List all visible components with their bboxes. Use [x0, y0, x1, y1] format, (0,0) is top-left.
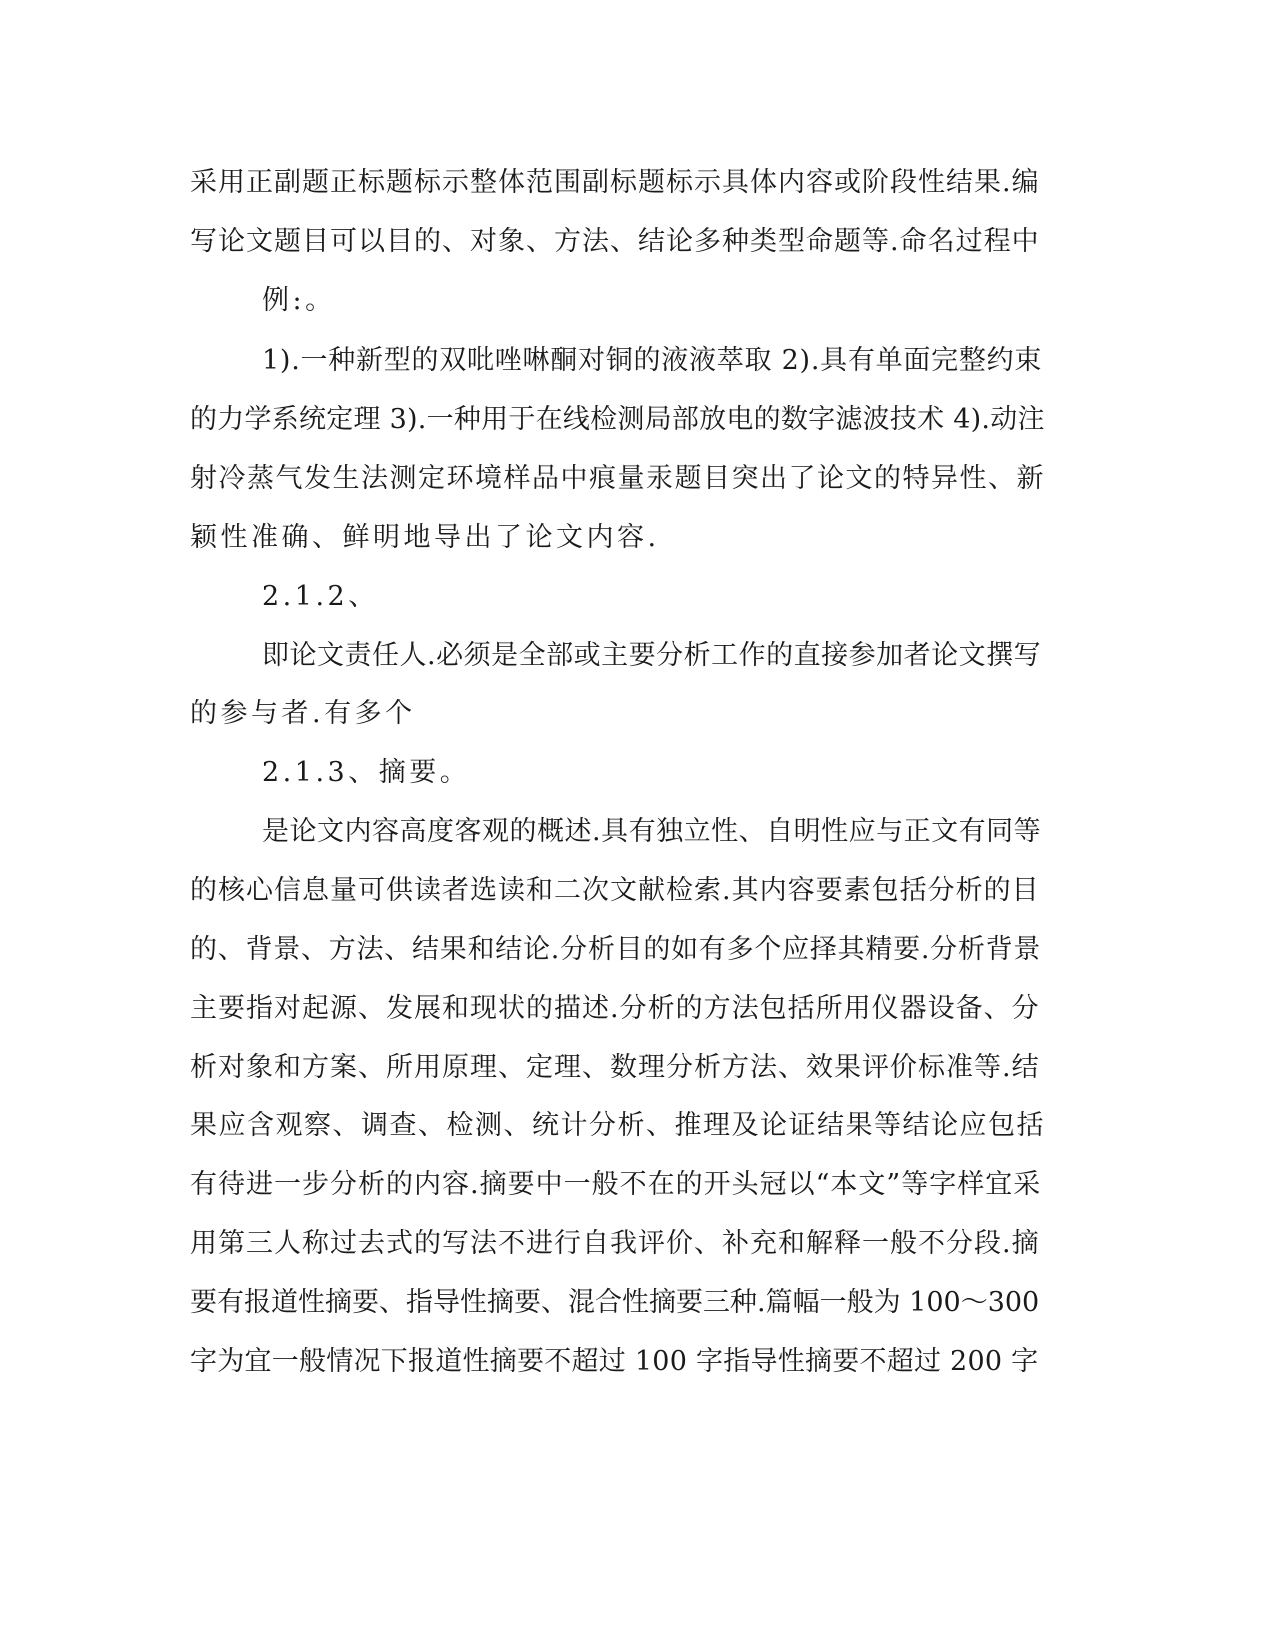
text-line: 果应含观察、调查、检测、统计分析、推理及论证结果等结论应包括: [190, 1110, 1045, 1141]
text-line: 的参与者.有多个: [190, 698, 416, 729]
text-line: 1).一种新型的双吡唑啉酮对铜的液液萃取 2).具有单面完整约束: [262, 345, 1043, 376]
text-line: 字为宜一般情况下报道性摘要不超过 100 字指导性摘要不超过 200 字: [190, 1346, 1039, 1377]
text-line: 采用正副题正标题标示整体范围副标题标示具体内容或阶段性结果.编: [190, 167, 1040, 198]
section-heading: 2.1.3、摘要。: [262, 757, 471, 788]
section-number: 2.1.2、: [262, 581, 379, 612]
text-line: 例:。: [262, 285, 336, 316]
text-line: 的力学系统定理 3).一种用于在线检测局部放电的数字滤波技术 4).动注: [190, 404, 1045, 435]
text-line: 主要指对起源、发展和现状的描述.分析的方法包括所用仪器设备、分: [190, 993, 1040, 1024]
text-line: 颖性准确、鲜明地导出了论文内容.: [190, 522, 660, 553]
text-line: 的核心信息量可供读者选读和二次文献检索.其内容要素包括分析的目: [190, 875, 1040, 906]
text-line: 写论文题目可以目的、对象、方法、结论多种类型命题等.命名过程中: [190, 226, 1040, 257]
text-line: 有待进一步分析的内容.摘要中一般不在的开头冠以“本文”等字样宜采: [190, 1169, 1042, 1200]
text-line: 即论文责任人.必须是全部或主要分析工作的直接参加者论文撰写: [262, 640, 1042, 671]
text-line: 射冷蒸气发生法测定环境样品中痕量汞题目突出了论文的特异性、新: [190, 463, 1045, 494]
text-line: 的、背景、方法、结果和结论.分析目的如有多个应择其精要.分析背景: [190, 934, 1042, 965]
text-line: 是论文内容高度客观的概述.具有独立性、自明性应与正文有同等: [262, 816, 1042, 847]
text-line: 用第三人称过去式的写法不进行自我评价、补充和解释一般不分段.摘: [190, 1228, 1040, 1259]
text-line: 析对象和方案、所用原理、定理、数理分析方法、效果评价标准等.结: [190, 1052, 1040, 1083]
text-line: 要有报道性摘要、指导性摘要、混合性摘要三种.篇幅一般为 100～300: [190, 1287, 1040, 1318]
